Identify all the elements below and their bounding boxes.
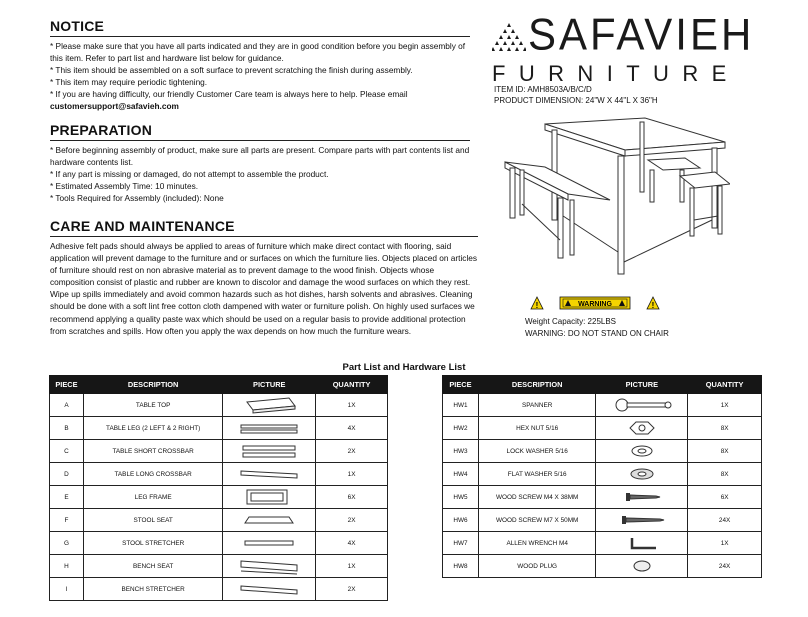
picture-cell [596, 417, 688, 440]
brand-subtitle: FURNITURE [492, 61, 740, 86]
notice-line: * This item should be assembled on a soft surface to prevent scratching the finish during assembly. [50, 65, 413, 76]
table-row [443, 440, 762, 463]
col-description: DESCRIPTION [478, 376, 596, 394]
preparation-line: * Before beginning assembly of product, make sure all parts are present. Compare parts with part contents list and hardware contents list. [50, 145, 470, 168]
hardware-list-table [442, 375, 762, 578]
quantity-cell: 8X [688, 440, 762, 463]
table-row [50, 578, 388, 601]
picture-cell [596, 555, 688, 578]
description-cell: TABLE TOP [83, 394, 222, 417]
description-cell: BENCH SEAT [83, 555, 222, 578]
spanner-icon [610, 396, 674, 414]
quantity-cell: 1X [688, 394, 762, 417]
piece-cell: HW6 [443, 509, 479, 532]
wood-plug-icon [610, 557, 674, 575]
table-row [50, 555, 388, 578]
preparation-line: * Estimated Assembly Time: 10 minutes. [50, 181, 199, 192]
description-cell: WOOD PLUG [478, 555, 596, 578]
description-cell: SPANNER [478, 394, 596, 417]
wood-screw-icon [610, 488, 674, 506]
col-picture: PICTURE [596, 376, 688, 394]
preparation-title: PREPARATION [50, 122, 470, 141]
description-cell: LOCK WASHER 5/16 [478, 440, 596, 463]
stool-seat-icon [237, 511, 301, 529]
piece-cell: HW2 [443, 417, 479, 440]
piece-cell: G [50, 532, 84, 555]
table-top-icon [237, 396, 301, 414]
quantity-cell: 24X [688, 509, 762, 532]
notice-line: * This item may require periodic tightening. [50, 77, 208, 88]
preparation-line: * If any part is missing or damaged, do not attempt to assemble the product. [50, 169, 329, 180]
piece-cell: HW1 [443, 394, 479, 417]
parts-list-title: Part List and Hardware List [342, 362, 466, 373]
wood-screw-long-icon [610, 511, 674, 529]
notice-line: * Please make sure that you have all parts indicated and they are in good condition before you begin assembly of this item. Refer to part list and hardware list below for guidance. [50, 41, 466, 64]
table-row [50, 417, 388, 440]
bench-stretcher-icon [237, 580, 301, 598]
description-cell: TABLE SHORT CROSSBAR [83, 440, 222, 463]
part-list-table [49, 375, 388, 601]
product-illustration [500, 112, 730, 287]
notice-line: * If you are having difficulty, our friendly Customer Care team is always here to help. Please email [50, 89, 408, 100]
piece-cell: HW8 [443, 555, 479, 578]
long-crossbar-icon [237, 465, 301, 483]
quantity-cell: 4X [316, 417, 388, 440]
product-dimension: PRODUCT DIMENSION: 24"W X 44"L X 36"H [494, 96, 658, 105]
picture-cell [223, 509, 316, 532]
table-row [443, 555, 762, 578]
piece-cell: D [50, 463, 84, 486]
picture-cell [596, 440, 688, 463]
col-quantity: QUANTITY [688, 376, 762, 394]
care-body [50, 240, 478, 337]
preparation-section [50, 122, 470, 204]
svg-text:!: ! [651, 301, 655, 310]
piece-cell: HW7 [443, 532, 479, 555]
table-row [50, 394, 388, 417]
picture-cell [223, 555, 316, 578]
table-row [50, 440, 388, 463]
piece-cell: HW3 [443, 440, 479, 463]
picture-cell [223, 532, 316, 555]
piece-cell: I [50, 578, 84, 601]
picture-cell [223, 486, 316, 509]
table-leg-icon [237, 419, 301, 437]
quantity-cell: 2X [316, 578, 388, 601]
hex-nut-icon [610, 419, 674, 437]
table-row [443, 417, 762, 440]
piece-cell: HW4 [443, 463, 479, 486]
picture-cell [596, 532, 688, 555]
table-row [443, 532, 762, 555]
col-piece: PIECE [50, 376, 84, 394]
brand-logo [492, 9, 762, 87]
picture-cell [223, 463, 316, 486]
item-info [494, 84, 658, 106]
quantity-cell: 4X [316, 532, 388, 555]
piece-cell: B [50, 417, 84, 440]
notice-title: NOTICE [50, 18, 470, 37]
preparation-line: * Tools Required for Assembly (included): None [50, 193, 224, 204]
piece-cell: A [50, 394, 84, 417]
warning-text-block [525, 316, 669, 340]
piece-cell: E [50, 486, 84, 509]
care-text: Adhesive felt pads should always be applied to areas of furniture which make direct contact with flooring, said application will prevent damage to the furniture and or surfaces on which the furniture lies. Objects placed on articles of furniture should rest on non abrasive material as to prevent damage to the wood finish. Objects whose composition consist of plastic and rubber are known to discolor and damage the wood surfaces on which they rest. Wipe up spills immediately and avoid common hazards such as hot dishes, harsh solvents and abrasives. Cleaning should be done with a soft lint free cotton cloth dampened with water or furniture polish. On highly used surfaces we recommend applying a quality paste wax which should be used on a regular basis to provide additional protection from scratches and spills. How often you apply the wax depends on how much the furniture wears. [50, 241, 478, 336]
flat-washer-icon [610, 465, 674, 483]
description-cell: TABLE LONG CROSSBAR [83, 463, 222, 486]
table-row [443, 463, 762, 486]
quantity-cell: 6X [688, 486, 762, 509]
lock-washer-icon [610, 442, 674, 460]
table-row [50, 463, 388, 486]
short-crossbar-icon [237, 442, 301, 460]
table-row [50, 486, 388, 509]
quantity-cell: 8X [688, 417, 762, 440]
warning-banner-label: WARNING [578, 301, 612, 308]
svg-text:!: ! [535, 301, 539, 310]
col-piece: PIECE [443, 376, 479, 394]
picture-cell [596, 509, 688, 532]
col-picture: PICTURE [223, 376, 316, 394]
description-cell: LEG FRAME [83, 486, 222, 509]
piece-cell: F [50, 509, 84, 532]
support-email-link[interactable]: customersupport@safavieh.com [50, 101, 179, 112]
quantity-cell: 2X [316, 509, 388, 532]
col-description: DESCRIPTION [83, 376, 222, 394]
description-cell: ALLEN WRENCH M4 [478, 532, 596, 555]
warning-message: WARNING: DO NOT STAND ON CHAIR [525, 329, 669, 338]
description-cell: WOOD SCREW M7 X 50MM [478, 509, 596, 532]
quantity-cell: 1X [688, 532, 762, 555]
table-row [443, 509, 762, 532]
piece-cell: H [50, 555, 84, 578]
description-cell: BENCH STRETCHER [83, 578, 222, 601]
description-cell: HEX NUT 5/16 [478, 417, 596, 440]
picture-cell [223, 394, 316, 417]
leg-frame-icon [237, 488, 301, 506]
brand-name: SAFAVIEH [528, 9, 755, 60]
description-cell: STOOL STRETCHER [83, 532, 222, 555]
quantity-cell: 1X [316, 555, 388, 578]
description-cell: FLAT WASHER 5/16 [478, 463, 596, 486]
picture-cell [596, 394, 688, 417]
picture-cell [596, 463, 688, 486]
table-row [443, 394, 762, 417]
picture-cell [223, 440, 316, 463]
stool-stretcher-icon [237, 534, 301, 552]
allen-wrench-icon [610, 534, 674, 552]
item-id: ITEM ID: AMH8503A/B/C/D [494, 85, 592, 94]
quantity-cell: 8X [688, 463, 762, 486]
preparation-body [50, 144, 470, 204]
quantity-cell: 24X [688, 555, 762, 578]
col-quantity: QUANTITY [316, 376, 388, 394]
table-header-row [443, 376, 762, 394]
quantity-cell: 1X [316, 394, 388, 417]
description-cell: WOOD SCREW M4 X 38MM [478, 486, 596, 509]
table-header-row [50, 376, 388, 394]
notice-body [50, 40, 470, 113]
quantity-cell: 2X [316, 440, 388, 463]
description-cell: STOOL SEAT [83, 509, 222, 532]
care-section [50, 218, 478, 337]
logo-mark-icon [492, 23, 526, 61]
table-row [50, 509, 388, 532]
care-title: CARE AND MAINTENANCE [50, 218, 478, 237]
notice-section [50, 18, 470, 113]
warning-banner [530, 296, 660, 310]
picture-cell [223, 578, 316, 601]
piece-cell: HW5 [443, 486, 479, 509]
quantity-cell: 6X [316, 486, 388, 509]
quantity-cell: 1X [316, 463, 388, 486]
bench-seat-icon [237, 557, 301, 575]
piece-cell: C [50, 440, 84, 463]
picture-cell [223, 417, 316, 440]
weight-capacity: Weight Capacity: 225LBS [525, 317, 617, 326]
table-row [50, 532, 388, 555]
description-cell: TABLE LEG (2 LEFT & 2 RIGHT) [83, 417, 222, 440]
picture-cell [596, 486, 688, 509]
table-row [443, 486, 762, 509]
